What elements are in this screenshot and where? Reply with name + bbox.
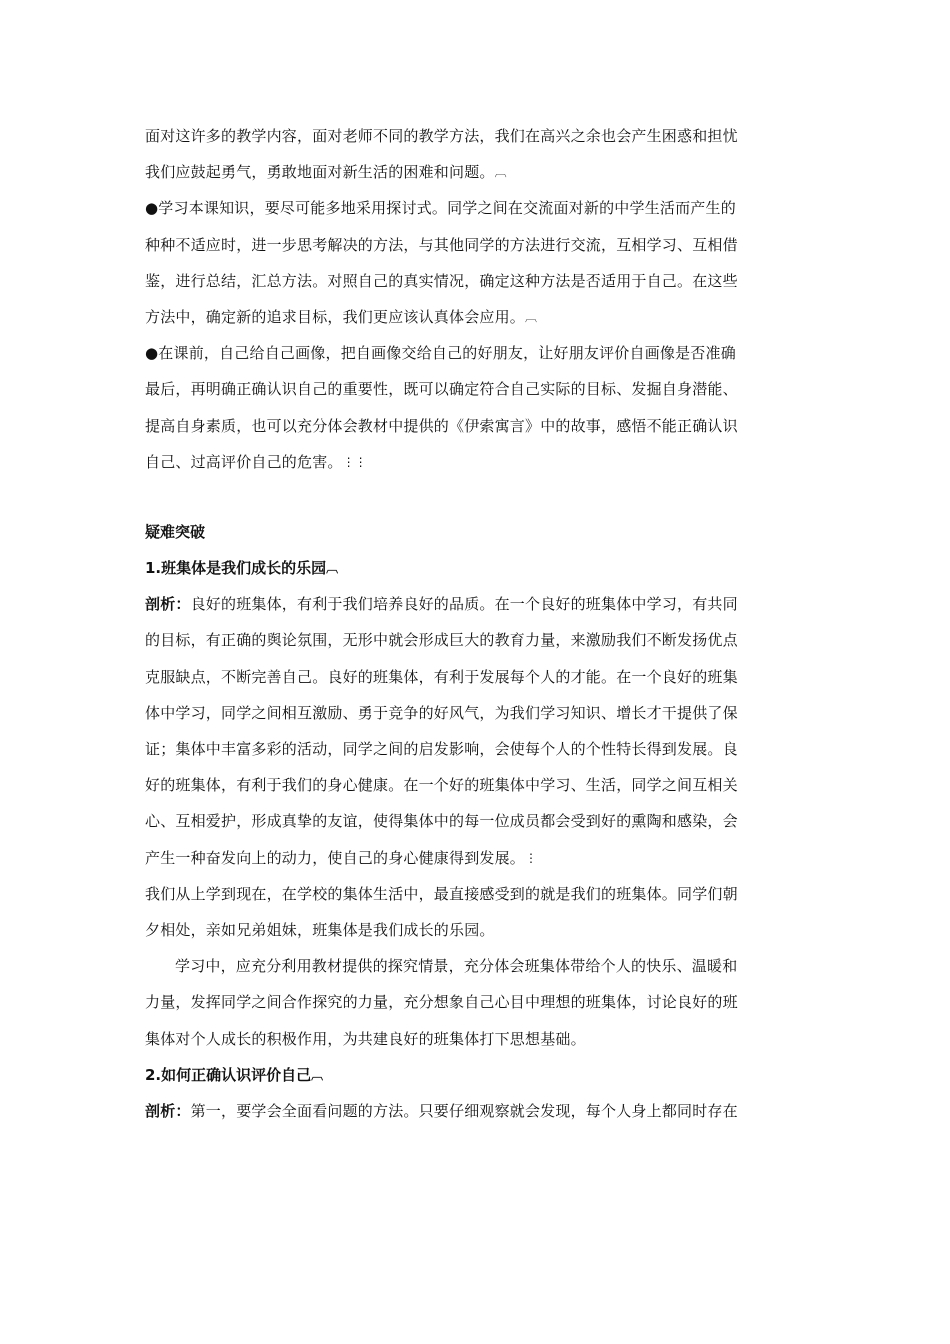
question-title-text: 1.班集体是我们成长的乐园 <box>145 559 327 578</box>
paragraph-line: 集体对个人成长的积极作用，为共建良好的班集体打下思想基础。 <box>145 1029 586 1048</box>
analysis-text: 良好的班集体，有利于我们培养良好的品质。在一个良好的班集体中学习，有共同 <box>190 595 738 614</box>
paragraph-line: 鉴，进行总结，汇总方法。对照自己的真实情况，确定这种方法是否适用于自己。在这些 <box>145 271 738 290</box>
line-text: 我们应鼓起勇气，勇敢地面对新生活的困难和问题。 <box>145 163 495 182</box>
paragraph-mark: ︹ <box>311 1067 324 1082</box>
question-title <box>145 550 815 586</box>
line-text: 产生一种奋发向上的动力，使自己的身心健康得到发展。 <box>145 848 526 867</box>
paragraph-line: ●学习本课知识，要尽可能多地采用探讨式。同学之间在交流面对新的中学生活而产生的 <box>145 199 736 218</box>
paragraph-line: 学习中，应充分利用教材提供的探究情景，充分体会班集体带给个人的快乐、温暖和 <box>175 957 738 976</box>
paragraph-line <box>145 299 815 335</box>
paragraph-line: 最后，再明确正确认识自己的重要性，既可以确定符合自己实际的目标、发掘自身潜能、 <box>145 380 738 399</box>
line-text: 自己、过高评价自己的危害。 <box>145 452 343 471</box>
paragraph-line: 心、互相爱护，形成真挚的友谊，使得集体中的每一位成员都会受到好的熏陶和感染，会 <box>145 812 738 831</box>
paragraph-line: 好的班集体，有利于我们的身心健康。在一个好的班集体中学习、生活，同学之间互相关 <box>145 776 738 795</box>
paragraph-line <box>145 840 815 876</box>
analysis-label: 剖析： <box>145 1101 191 1120</box>
paragraph-line: 种种不适应时，进一步思考解决的方法，与其他同学的方法进行交流，互相学习、互相借 <box>145 235 738 254</box>
paragraph-line: 力量，发挥同学之间合作探究的力量，充分想象自己心目中理想的班集体，讨论良好的班 <box>145 993 738 1012</box>
question-title-text: 2.如何正确认识评价自己 <box>145 1065 312 1084</box>
analysis-label: 剖析： <box>145 595 191 614</box>
paragraph-mark: ︹ <box>494 165 507 180</box>
analysis-text: 第一，要学会全面看问题的方法。只要仔细观察就会发现，每个人身上都同时存在 <box>190 1101 738 1120</box>
paragraph-mark: ⋮ <box>525 850 538 865</box>
paragraph-mark: ︹ <box>326 561 339 576</box>
paragraph-line: 体中学习，同学之间相互激励、勇于竞争的好风气，为我们学习知识、增长才干提供了保 <box>145 703 738 722</box>
paragraph-line: 面对这许多的教学内容，面对老师不同的教学方法，我们在高兴之余也会产生困惑和担忧 <box>145 127 738 145</box>
paragraph-line: 的目标，有正确的舆论氛围，无形中就会形成巨大的教育力量，来激励我们不断发扬优点 <box>145 631 738 650</box>
analysis-line <box>145 1093 815 1129</box>
paragraph-mark: ︹ <box>525 309 538 324</box>
section-gap <box>145 480 815 514</box>
paragraph-line: ●在课前，自己给自己画像，把自画像交给自己的好朋友，让好朋友评价自画像是否准确 <box>145 344 736 363</box>
paragraph-line <box>145 154 815 190</box>
paragraph-line: 夕相处，亲如兄弟姐妹，班集体是我们成长的乐园。 <box>145 920 495 939</box>
paragraph-line: 提高自身素质，也可以充分体会教材中提供的《伊索寓言》中的故事，感悟不能正确认识 <box>145 416 738 435</box>
line-text: 方法中，确定新的追求目标，我们更应该认真体会应用。 <box>145 307 526 326</box>
document-page <box>145 118 815 1129</box>
paragraph-line: 克服缺点，不断完善自己。良好的班集体，有利于发展每个人的才能。在一个良好的班集 <box>145 667 738 686</box>
paragraph-mark: ⋮⋮ <box>342 454 367 469</box>
paragraph-line: 我们从上学到现在，在学校的集体生活中，最直接感受到的就是我们的班集体。同学们朝 <box>145 884 738 903</box>
analysis-line <box>145 586 815 622</box>
paragraph-line <box>145 444 815 480</box>
question-title <box>145 1057 815 1093</box>
paragraph-line: 证；集体中丰富多彩的活动，同学之间的启发影响，会使每个人的个性特长得到发展。良 <box>145 740 738 758</box>
section-title: 疑难突破 <box>145 522 206 541</box>
